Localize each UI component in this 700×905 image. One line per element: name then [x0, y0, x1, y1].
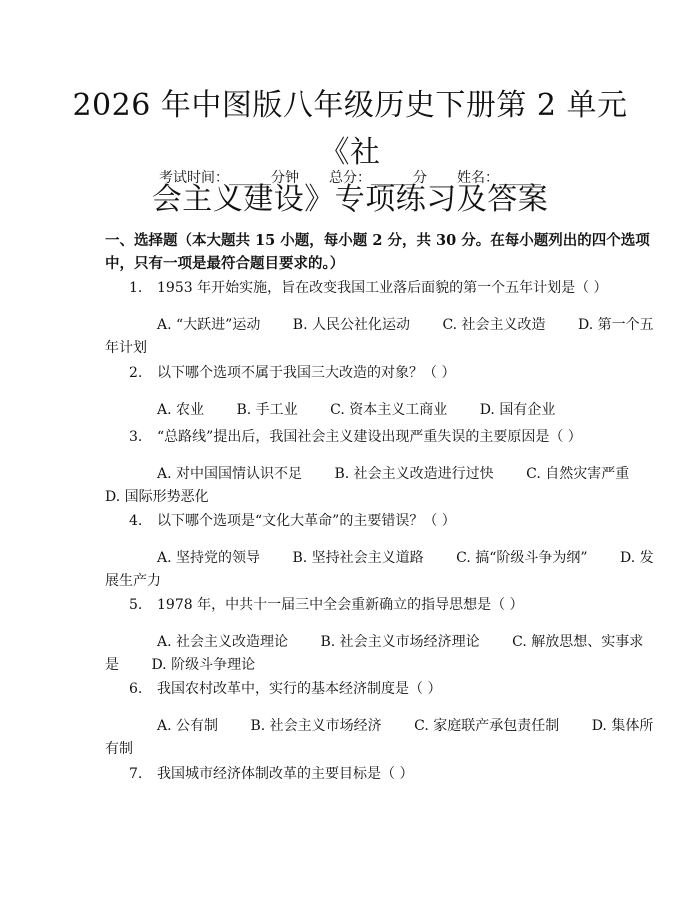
- option-a: A. 坚持党的领导: [157, 550, 261, 566]
- option-list: [105, 314, 665, 360]
- question-stem: 以下哪个选项不属于我国三大改造的对象？（ ）: [157, 365, 456, 381]
- option-a: A. 对中国国情认识不足: [157, 466, 303, 482]
- option-a: A. 农业: [157, 402, 205, 418]
- option-d: D. 第一个五年计划: [105, 317, 654, 356]
- option-d: D. 集体所有制: [105, 718, 654, 757]
- option-list: [105, 715, 665, 761]
- option-b: B. 手工业: [236, 402, 298, 418]
- question-number: 7.: [129, 766, 143, 782]
- question-5: [105, 594, 665, 677]
- question-stem: “总路线”提出后，我国社会主义建设出现严重失误的主要原因是（ ）: [157, 429, 582, 445]
- option-d: D. 发展生产力: [105, 550, 654, 589]
- option-c: C. 家庭联产承包责任制: [414, 718, 560, 734]
- question-stem: 我国城市经济体制改革的主要目标是（ ）: [157, 766, 414, 782]
- student-name: 姓名：______: [457, 170, 541, 186]
- option-d: D. 阶级斗争理论: [151, 657, 256, 673]
- option-b: B. 人民公社化运动: [292, 317, 410, 333]
- option-b: B. 社会主义改造进行过快: [334, 466, 494, 482]
- option-c: C. 资本主义工商业: [330, 402, 448, 418]
- option-c: C. 解放思想、实事求是: [105, 634, 644, 673]
- option-d: D. 国有企业: [479, 402, 556, 418]
- question-stem: 1953 年开始实施，旨在改变我国工业落后面貌的第一个五年计划是（ ）: [157, 280, 608, 296]
- page-title: [60, 82, 640, 223]
- option-list: [105, 463, 665, 509]
- exam-info: [0, 168, 700, 188]
- total-score: 总分：______分: [329, 170, 427, 186]
- option-c: C. 搞“阶级斗争为纲”: [456, 550, 588, 566]
- option-list: [105, 399, 665, 422]
- option-list: [105, 547, 665, 593]
- option-d: D. 国际形势恶化: [105, 489, 209, 505]
- question-number: 3.: [129, 429, 143, 445]
- question-number: 2.: [129, 365, 143, 381]
- question-1: [105, 277, 665, 360]
- option-c: C. 社会主义改造: [442, 317, 546, 333]
- option-list: [105, 631, 665, 677]
- option-a: A. “大跃进”运动: [157, 317, 261, 333]
- title-line-1: 2026 年中图版八年级历史下册第 2 单元《社: [72, 88, 628, 170]
- option-b: B. 坚持社会主义道路: [292, 550, 424, 566]
- question-number: 4.: [129, 513, 143, 529]
- question-stem: 1978 年，中共十一届三中全会重新确立的指导思想是（ ）: [157, 597, 524, 613]
- option-a: A. 社会主义改造理论: [157, 634, 289, 650]
- option-a: A. 公有制: [157, 718, 219, 734]
- question-number: 6.: [129, 681, 143, 697]
- option-b: B. 社会主义市场经济理论: [320, 634, 480, 650]
- option-c: C. 自然灾害严重: [526, 466, 630, 482]
- question-4: [105, 510, 665, 593]
- section-heading: 一、选择题（本大题共 15 小题，每小题 2 分，共 30 分。在每小题列出的四个选项中，只有一项是最符合题目要求的。）: [105, 232, 650, 272]
- option-b: B. 社会主义市场经济: [250, 718, 382, 734]
- exam-time: 考试时间：______分钟: [159, 170, 299, 186]
- question-3: [105, 426, 665, 509]
- question-6: [105, 678, 665, 761]
- question-number: 5.: [129, 597, 143, 613]
- question-number: 1.: [129, 280, 143, 296]
- question-7: [105, 763, 665, 786]
- question-stem: 我国农村改革中，实行的基本经济制度是（ ）: [157, 681, 442, 697]
- question-2: [105, 362, 665, 422]
- question-stem: 以下哪个选项是“文化大革命”的主要错误？（ ）: [157, 513, 456, 529]
- title-line-2: 会主义建设》专项练习及答案: [151, 182, 549, 217]
